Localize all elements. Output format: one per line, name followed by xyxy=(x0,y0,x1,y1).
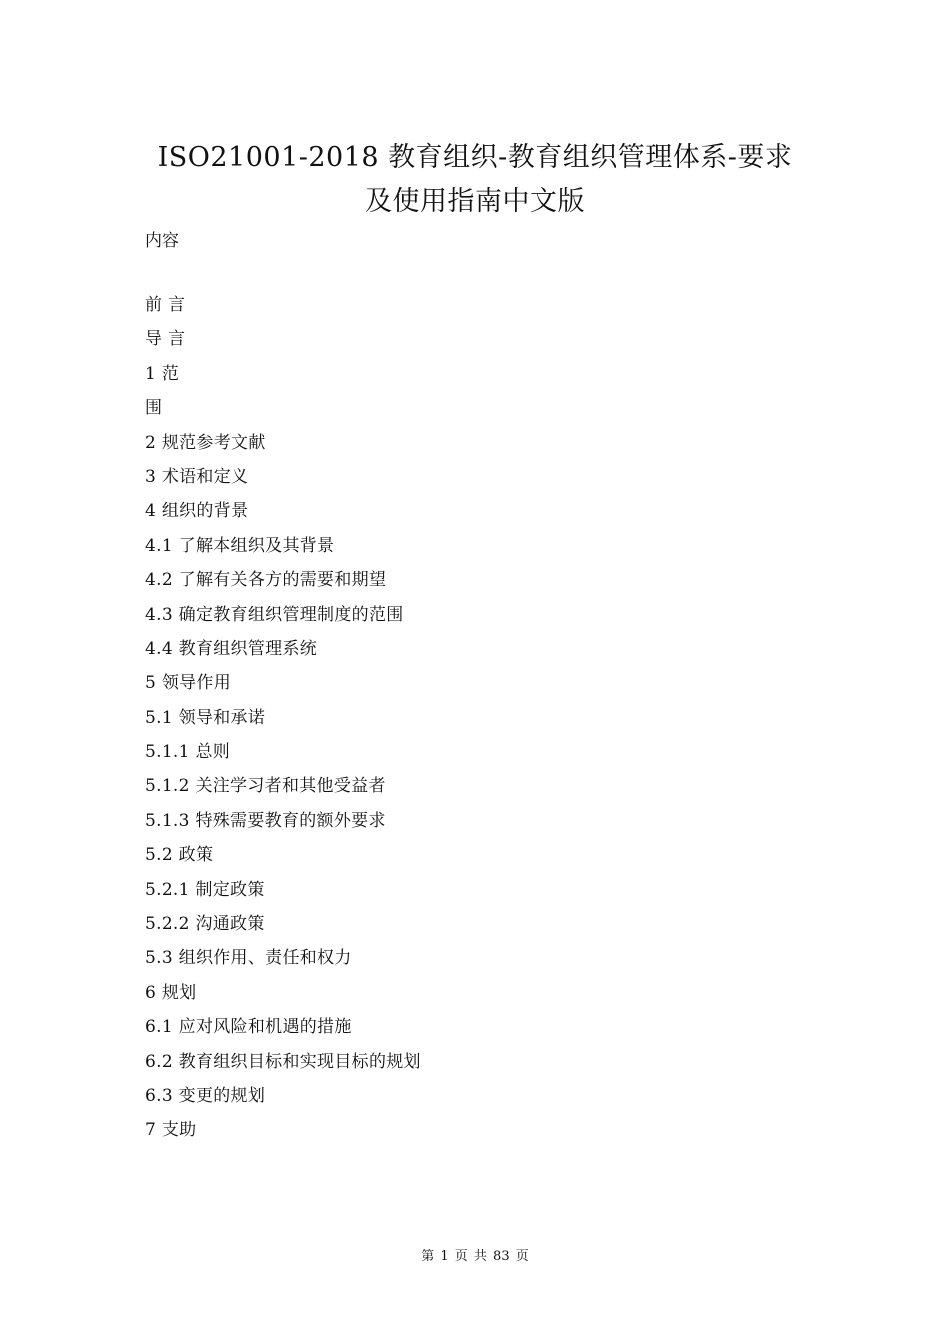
toc-item: 2 规范参考文献 xyxy=(145,432,266,453)
toc-item: 4.1 了解本组织及其背景 xyxy=(145,535,335,556)
toc-item: 4 组织的背景 xyxy=(145,501,249,522)
toc-item: 1 范 xyxy=(145,363,180,384)
toc-item: 6.1 应对风险和机遇的措施 xyxy=(145,1017,352,1038)
toc-item: 5.2 政策 xyxy=(145,845,214,866)
toc-item: 5.1.3 特殊需要教育的额外要求 xyxy=(145,810,386,831)
toc-item: 6.3 变更的规划 xyxy=(145,1085,266,1106)
toc-item: 4.2 了解有关各方的需要和期望 xyxy=(145,570,387,591)
toc-item: 前 言 xyxy=(145,295,186,315)
toc-item: 4.4 教育组织管理系统 xyxy=(145,638,318,659)
toc-item: 3 术语和定义 xyxy=(145,466,249,487)
table-of-contents xyxy=(145,293,421,1153)
toc-item: 7 支助 xyxy=(145,1120,197,1141)
toc-item: 5 领导作用 xyxy=(145,673,232,694)
toc-item: 5.1.2 关注学习者和其他受益者 xyxy=(145,776,386,797)
document-title-line-2: 及使用指南中文版 xyxy=(365,186,585,217)
toc-item: 5.2.2 沟通政策 xyxy=(145,914,265,935)
toc-item: 6 规划 xyxy=(145,982,197,1003)
toc-item: 5.2.1 制定政策 xyxy=(145,879,265,900)
toc-item: 5.3 组织作用、责任和权力 xyxy=(145,948,352,969)
document-title-line-1: ISO21001-2018 教育组织-教育组织管理体系-要求 xyxy=(157,142,793,173)
page-footer: 第 1 页 共 83 页 xyxy=(421,1249,529,1264)
toc-item: 围 xyxy=(145,398,163,419)
toc-item: 导 言 xyxy=(145,329,186,350)
toc-item: 6.2 教育组织目标和实现目标的规划 xyxy=(145,1051,421,1072)
contents-heading: 内容 xyxy=(145,231,179,251)
toc-item: 4.3 确定教育组织管理制度的范围 xyxy=(145,604,404,625)
toc-item: 5.1 领导和承诺 xyxy=(145,707,266,728)
toc-item: 5.1.1 总则 xyxy=(145,742,231,763)
